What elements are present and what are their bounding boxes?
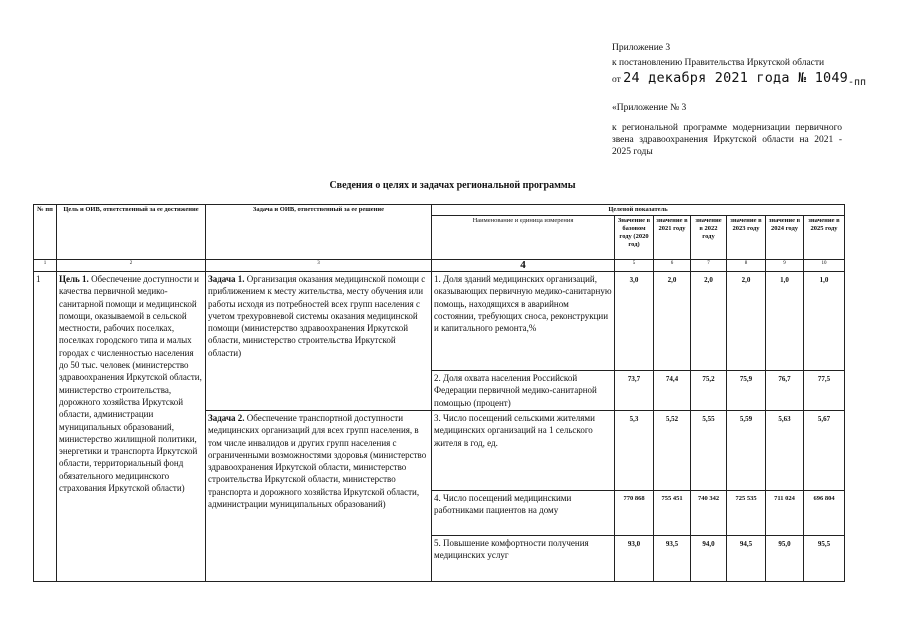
indicator-value: 5,63 [766,411,804,491]
indicator-value: 2,0 [691,272,727,371]
indicator-value: 5,59 [727,411,766,491]
col-number: 6 [654,260,691,272]
date-prefix: от [612,75,621,85]
appendix-number: «Приложение № 3 [612,103,687,113]
col-number: 10 [804,260,845,272]
task-1-cell [206,272,432,411]
indicator-value: 93,0 [615,536,654,582]
col-number: 3 [206,260,432,272]
indicator-value: 93,5 [654,536,691,582]
col-header-2021: значение в 2021 году [654,216,691,260]
col-number: 8 [727,260,766,272]
col-header-goal: Цель и ОИВ, ответственный за ее достижение [57,205,206,260]
task-2-label: Задача 2. [208,413,245,423]
task-2-cell [206,411,432,582]
indicator-value: 5,52 [654,411,691,491]
indicator-value: 5,3 [615,411,654,491]
indicator-value: 94,0 [691,536,727,582]
col-number: 5 [615,260,654,272]
date-number: 24 декабря 2021 года № 1049 [623,70,849,86]
task-1-label: Задача 1. [208,274,245,284]
col-header-2023: значение в 2023 году [727,216,766,260]
col-header-indicator-group: Целевой показатель [432,205,845,216]
indicator-name: 1. Доля зданий медицинских организаций, оказывающих первичную медико-санитарную помощь, находящихся в аварийном состоянии, требующих сноса, реконструкции и капитального ремонта,% [432,272,615,371]
number-suffix: -пп [848,77,867,88]
indicator-name: 3. Число посещений сельскими жителями медицинских организаций на 1 сельского жителя в год, ед. [432,411,615,491]
indicator-value: 76,7 [766,371,804,411]
indicator-value: 696 804 [804,491,845,536]
header-row-1 [34,205,845,216]
indicator-value: 725 535 [727,491,766,536]
col-header-2025: значение в 2025 году [804,216,845,260]
indicator-value: 75,2 [691,371,727,411]
col-number: 9 [766,260,804,272]
indicator-value: 711 024 [766,491,804,536]
col-header-num: № пп [34,205,57,260]
goal-cell [57,272,206,582]
indicator-name: 4. Число посещений медицинскими работниками пациентов на дому [432,491,615,536]
indicator-name: 2. Доля охвата населения Российской Федерации первичной медико-санитарной помощью (процент) [432,371,615,411]
indicator-value: 75,9 [727,371,766,411]
task-2-text: Обеспечение транспортной доступности медицинских организаций для всех групп населения, в том числе инвалидов и других групп населения с ограниченными возможностями здоровья (министерство здравоохранения Иркутской области, министерство строительства Иркутской области, министерство транспорта и дорожного хозяйства Иркутской области, администрации муниципальных образований) [208,413,427,510]
indicator-value: 2,0 [727,272,766,371]
indicator-value: 5,55 [691,411,727,491]
indicator-value: 94,5 [727,536,766,582]
indicator-value: 740 342 [691,491,727,536]
row-number: 1 [34,272,57,582]
table-row [34,272,845,371]
col-number: 1 [34,260,57,272]
col-number: 2 [57,260,206,272]
col-number: 7 [691,260,727,272]
indicator-value: 3,0 [615,272,654,371]
col-number: 4 [432,260,615,272]
indicator-value: 5,67 [804,411,845,491]
column-numbering-row [34,260,845,272]
indicator-value: 770 868 [615,491,654,536]
goal-label: Цель 1. [59,274,89,284]
resolution-date-number [612,72,866,86]
indicator-value: 95,0 [766,536,804,582]
col-header-indicator-name: Наименование и единица измерения [432,216,615,260]
col-header-base: Значение в базовом году (2020 год) [615,216,654,260]
program-reference: к региональной программе модернизации первичного звена здравоохранения Иркутской области на 2021 - 2025 годы [612,123,842,157]
indicator-value: 1,0 [804,272,845,371]
indicator-value: 2,0 [654,272,691,371]
indicator-value: 95,5 [804,536,845,582]
resolution-reference: к постановлению Правительства Иркутской области [612,58,825,68]
indicator-name: 5. Повышение комфортности получения медицинских услуг [432,536,615,582]
goals-table [33,204,845,582]
col-header-2022: значение в 2022 году [691,216,727,260]
appendix-label: Приложение 3 [612,43,671,53]
indicator-value: 77,5 [804,371,845,411]
indicator-value: 755 451 [654,491,691,536]
indicator-value: 1,0 [766,272,804,371]
col-header-2024: значение в 2024 году [766,216,804,260]
indicator-value: 73,7 [615,371,654,411]
document-title: Сведения о целях и задачах региональной программы [329,180,576,191]
indicator-value: 74,4 [654,371,691,411]
goal-text: Обеспечение доступности и качества первичной медико-санитарной помощи и медицинской помощи, оказываемой в сельской местности, рабочих поселках, поселках городского типа и малых городах с численностью населения до 50 тыс. человек (министерство здравоохранения Иркутской области, министерство строительства, дорожного хозяйства Иркутской области, администрации муниципальных образований, министерство жилищной политики, энергетики и транспорта Иркутской области, территориальный фонд обязательного медицинского страхования Иркутской области) [59,274,202,494]
task-1-text: Организация оказания медицинской помощи с приближением к месту жительства, месту обучения или работы исходя из потребностей всех групп населения с учетом трехуровневой системы оказания медицинской помощи (министерство здравоохранения Иркутской области, министерство строительства Иркутской области) [208,274,426,358]
col-header-task: Задача и ОИВ, ответственный за ее решение [206,205,432,260]
